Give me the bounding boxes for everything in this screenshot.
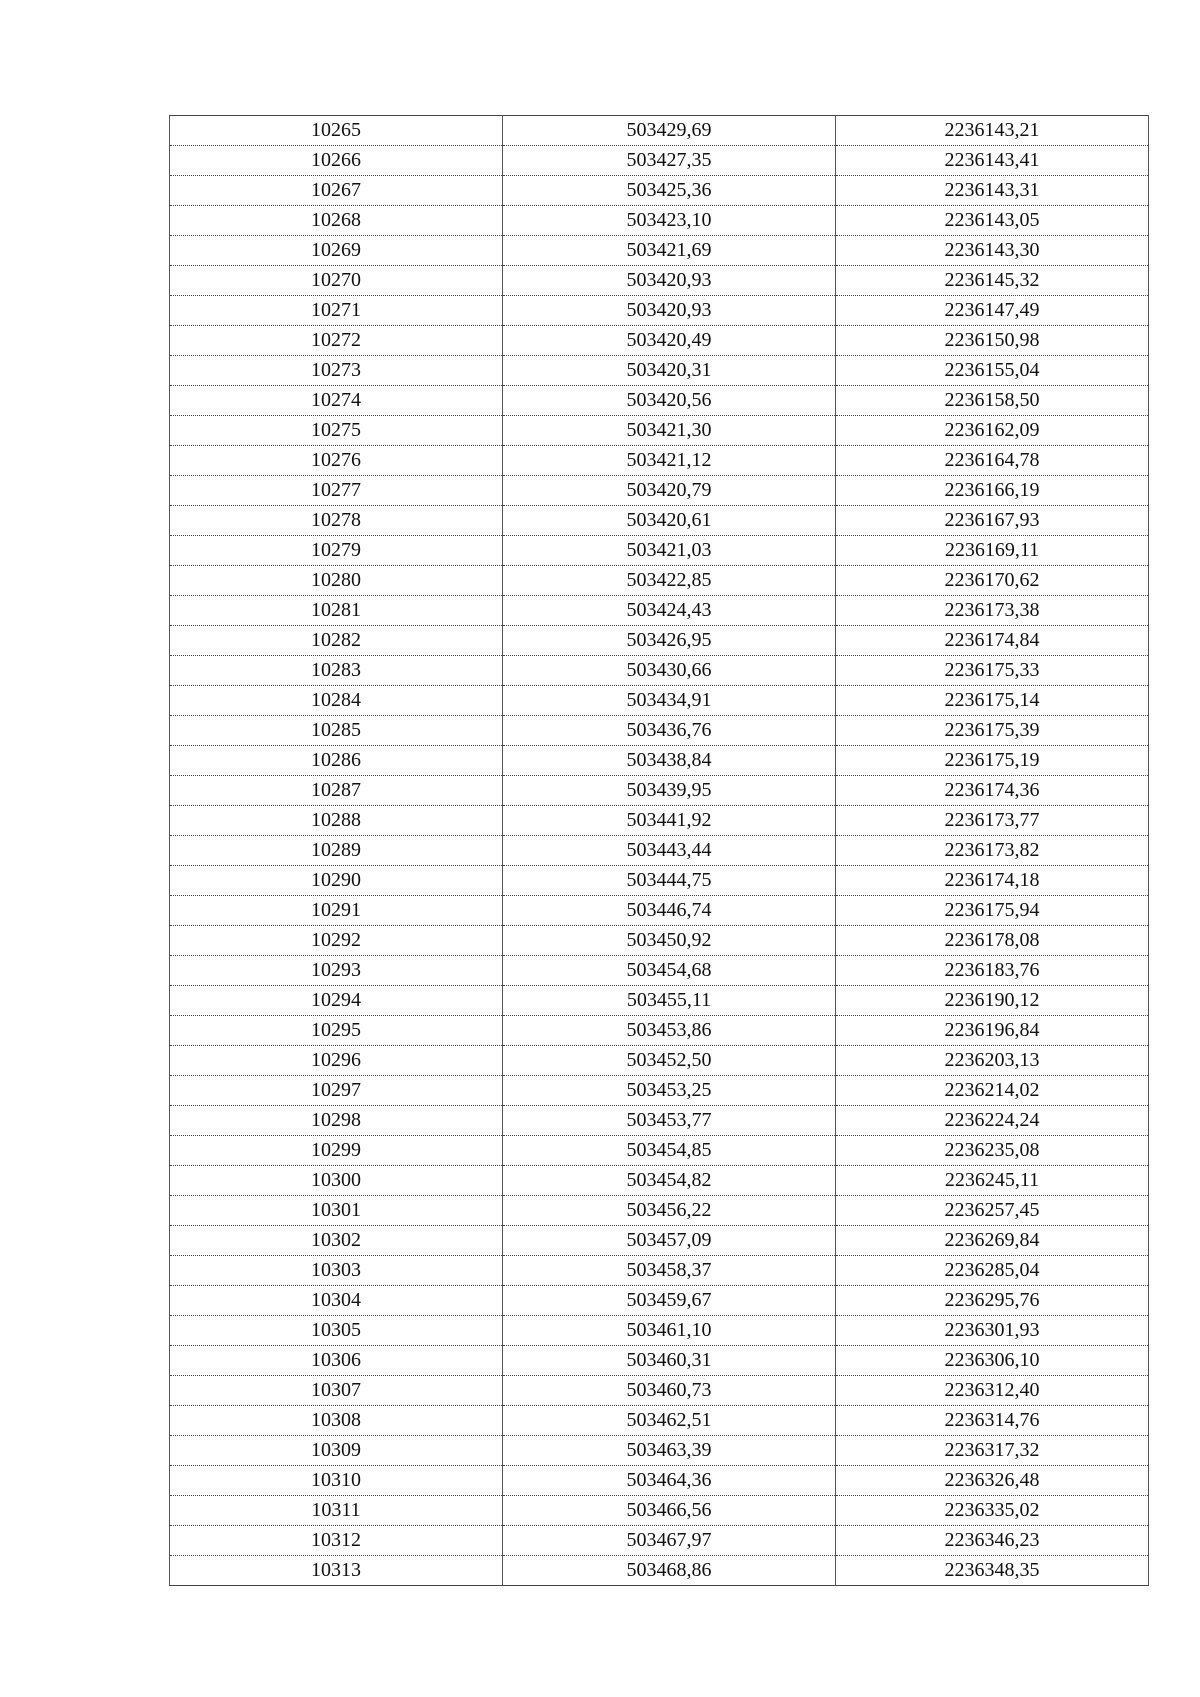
x-coordinate-cell: 503464,36: [503, 1466, 836, 1496]
x-coordinate-cell: 503438,84: [503, 746, 836, 776]
y-coordinate-cell: 2236162,09: [836, 416, 1149, 446]
point-number-cell: 10283: [170, 656, 503, 686]
y-coordinate-cell: 2236203,13: [836, 1046, 1149, 1076]
table-row: [170, 1496, 1149, 1526]
point-number-cell: 10310: [170, 1466, 503, 1496]
point-number-cell: 10271: [170, 296, 503, 326]
y-coordinate-cell: 2236175,39: [836, 716, 1149, 746]
x-coordinate-cell: 503456,22: [503, 1196, 836, 1226]
y-coordinate-cell: 2236178,08: [836, 926, 1149, 956]
table-row: [170, 386, 1149, 416]
y-coordinate-cell: 2236175,94: [836, 896, 1149, 926]
y-coordinate-cell: 2236166,19: [836, 476, 1149, 506]
point-number-cell: 10307: [170, 1376, 503, 1406]
x-coordinate-cell: 503462,51: [503, 1406, 836, 1436]
point-number-cell: 10296: [170, 1046, 503, 1076]
y-coordinate-cell: 2236190,12: [836, 986, 1149, 1016]
y-coordinate-cell: 2236175,14: [836, 686, 1149, 716]
y-coordinate-cell: 2236312,40: [836, 1376, 1149, 1406]
y-coordinate-cell: 2236155,04: [836, 356, 1149, 386]
table-row: [170, 116, 1149, 146]
point-number-cell: 10304: [170, 1286, 503, 1316]
table-row: [170, 326, 1149, 356]
y-coordinate-cell: 2236335,02: [836, 1496, 1149, 1526]
x-coordinate-cell: 503422,85: [503, 566, 836, 596]
point-number-cell: 10265: [170, 116, 503, 146]
point-number-cell: 10301: [170, 1196, 503, 1226]
table-row: [170, 686, 1149, 716]
table-row: [170, 536, 1149, 566]
table-row: [170, 596, 1149, 626]
y-coordinate-cell: 2236245,11: [836, 1166, 1149, 1196]
point-number-cell: 10306: [170, 1346, 503, 1376]
x-coordinate-cell: 503453,86: [503, 1016, 836, 1046]
x-coordinate-cell: 503421,69: [503, 236, 836, 266]
x-coordinate-cell: 503430,66: [503, 656, 836, 686]
y-coordinate-cell: 2236224,24: [836, 1106, 1149, 1136]
y-coordinate-cell: 2236158,50: [836, 386, 1149, 416]
table-row: [170, 986, 1149, 1016]
point-number-cell: 10295: [170, 1016, 503, 1046]
x-coordinate-cell: 503454,68: [503, 956, 836, 986]
point-number-cell: 10267: [170, 176, 503, 206]
y-coordinate-cell: 2236164,78: [836, 446, 1149, 476]
point-number-cell: 10285: [170, 716, 503, 746]
table-row: [170, 1466, 1149, 1496]
point-number-cell: 10313: [170, 1556, 503, 1586]
point-number-cell: 10268: [170, 206, 503, 236]
coordinates-table-body: [170, 116, 1149, 1586]
x-coordinate-cell: 503427,35: [503, 146, 836, 176]
x-coordinate-cell: 503425,36: [503, 176, 836, 206]
y-coordinate-cell: 2236346,23: [836, 1526, 1149, 1556]
point-number-cell: 10292: [170, 926, 503, 956]
point-number-cell: 10276: [170, 446, 503, 476]
table-row: [170, 1316, 1149, 1346]
table-row: [170, 806, 1149, 836]
x-coordinate-cell: 503443,44: [503, 836, 836, 866]
x-coordinate-cell: 503421,03: [503, 536, 836, 566]
point-number-cell: 10291: [170, 896, 503, 926]
point-number-cell: 10272: [170, 326, 503, 356]
table-row: [170, 926, 1149, 956]
point-number-cell: 10311: [170, 1496, 503, 1526]
x-coordinate-cell: 503453,77: [503, 1106, 836, 1136]
table-row: [170, 1436, 1149, 1466]
table-row: [170, 716, 1149, 746]
x-coordinate-cell: 503439,95: [503, 776, 836, 806]
table-row: [170, 416, 1149, 446]
x-coordinate-cell: 503420,56: [503, 386, 836, 416]
table-row: [170, 1046, 1149, 1076]
table-row: [170, 656, 1149, 686]
table-row: [170, 236, 1149, 266]
x-coordinate-cell: 503460,73: [503, 1376, 836, 1406]
x-coordinate-cell: 503452,50: [503, 1046, 836, 1076]
y-coordinate-cell: 2236257,45: [836, 1196, 1149, 1226]
x-coordinate-cell: 503453,25: [503, 1076, 836, 1106]
y-coordinate-cell: 2236269,84: [836, 1226, 1149, 1256]
table-row: [170, 296, 1149, 326]
table-row: [170, 206, 1149, 236]
y-coordinate-cell: 2236175,19: [836, 746, 1149, 776]
point-number-cell: 10287: [170, 776, 503, 806]
point-number-cell: 10302: [170, 1226, 503, 1256]
point-number-cell: 10288: [170, 806, 503, 836]
y-coordinate-cell: 2236143,05: [836, 206, 1149, 236]
point-number-cell: 10297: [170, 1076, 503, 1106]
table-row: [170, 896, 1149, 926]
point-number-cell: 10298: [170, 1106, 503, 1136]
table-row: [170, 1196, 1149, 1226]
x-coordinate-cell: 503463,39: [503, 1436, 836, 1466]
table-row: [170, 176, 1149, 206]
table-row: [170, 476, 1149, 506]
y-coordinate-cell: 2236326,48: [836, 1466, 1149, 1496]
table-row: [170, 1016, 1149, 1046]
point-number-cell: 10309: [170, 1436, 503, 1466]
x-coordinate-cell: 503420,93: [503, 296, 836, 326]
y-coordinate-cell: 2236317,32: [836, 1436, 1149, 1466]
y-coordinate-cell: 2236348,35: [836, 1556, 1149, 1586]
y-coordinate-cell: 2236285,04: [836, 1256, 1149, 1286]
point-number-cell: 10274: [170, 386, 503, 416]
x-coordinate-cell: 503424,43: [503, 596, 836, 626]
table-row: [170, 836, 1149, 866]
point-number-cell: 10269: [170, 236, 503, 266]
y-coordinate-cell: 2236314,76: [836, 1406, 1149, 1436]
y-coordinate-cell: 2236173,82: [836, 836, 1149, 866]
point-number-cell: 10281: [170, 596, 503, 626]
x-coordinate-cell: 503461,10: [503, 1316, 836, 1346]
coordinates-table: [169, 115, 1149, 1586]
x-coordinate-cell: 503421,12: [503, 446, 836, 476]
y-coordinate-cell: 2236170,62: [836, 566, 1149, 596]
x-coordinate-cell: 503455,11: [503, 986, 836, 1016]
x-coordinate-cell: 503434,91: [503, 686, 836, 716]
point-number-cell: 10282: [170, 626, 503, 656]
y-coordinate-cell: 2236150,98: [836, 326, 1149, 356]
x-coordinate-cell: 503467,97: [503, 1526, 836, 1556]
y-coordinate-cell: 2236169,11: [836, 536, 1149, 566]
x-coordinate-cell: 503458,37: [503, 1256, 836, 1286]
y-coordinate-cell: 2236147,49: [836, 296, 1149, 326]
table-row: [170, 566, 1149, 596]
y-coordinate-cell: 2236295,76: [836, 1286, 1149, 1316]
point-number-cell: 10286: [170, 746, 503, 776]
y-coordinate-cell: 2236196,84: [836, 1016, 1149, 1046]
y-coordinate-cell: 2236235,08: [836, 1136, 1149, 1166]
y-coordinate-cell: 2236306,10: [836, 1346, 1149, 1376]
x-coordinate-cell: 503454,85: [503, 1136, 836, 1166]
x-coordinate-cell: 503420,49: [503, 326, 836, 356]
x-coordinate-cell: 503426,95: [503, 626, 836, 656]
table-row: [170, 1406, 1149, 1436]
point-number-cell: 10305: [170, 1316, 503, 1346]
point-number-cell: 10312: [170, 1526, 503, 1556]
point-number-cell: 10284: [170, 686, 503, 716]
x-coordinate-cell: 503446,74: [503, 896, 836, 926]
table-row: [170, 356, 1149, 386]
table-row: [170, 266, 1149, 296]
x-coordinate-cell: 503459,67: [503, 1286, 836, 1316]
table-row: [170, 626, 1149, 656]
table-row: [170, 746, 1149, 776]
table-row: [170, 1076, 1149, 1106]
point-number-cell: 10275: [170, 416, 503, 446]
point-number-cell: 10278: [170, 506, 503, 536]
table-row: [170, 1556, 1149, 1586]
x-coordinate-cell: 503420,61: [503, 506, 836, 536]
table-row: [170, 506, 1149, 536]
x-coordinate-cell: 503441,92: [503, 806, 836, 836]
point-number-cell: 10290: [170, 866, 503, 896]
table-row: [170, 776, 1149, 806]
table-row: [170, 1526, 1149, 1556]
x-coordinate-cell: 503421,30: [503, 416, 836, 446]
x-coordinate-cell: 503457,09: [503, 1226, 836, 1256]
y-coordinate-cell: 2236174,36: [836, 776, 1149, 806]
point-number-cell: 10300: [170, 1166, 503, 1196]
table-row: [170, 1346, 1149, 1376]
point-number-cell: 10273: [170, 356, 503, 386]
y-coordinate-cell: 2236175,33: [836, 656, 1149, 686]
x-coordinate-cell: 503420,31: [503, 356, 836, 386]
point-number-cell: 10293: [170, 956, 503, 986]
y-coordinate-cell: 2236173,77: [836, 806, 1149, 836]
y-coordinate-cell: 2236143,41: [836, 146, 1149, 176]
y-coordinate-cell: 2236145,32: [836, 266, 1149, 296]
y-coordinate-cell: 2236301,93: [836, 1316, 1149, 1346]
point-number-cell: 10277: [170, 476, 503, 506]
table-row: [170, 1286, 1149, 1316]
x-coordinate-cell: 503466,56: [503, 1496, 836, 1526]
x-coordinate-cell: 503423,10: [503, 206, 836, 236]
y-coordinate-cell: 2236173,38: [836, 596, 1149, 626]
y-coordinate-cell: 2236143,30: [836, 236, 1149, 266]
table-row: [170, 146, 1149, 176]
point-number-cell: 10266: [170, 146, 503, 176]
y-coordinate-cell: 2236143,31: [836, 176, 1149, 206]
y-coordinate-cell: 2236143,21: [836, 116, 1149, 146]
x-coordinate-cell: 503460,31: [503, 1346, 836, 1376]
table-row: [170, 1256, 1149, 1286]
x-coordinate-cell: 503444,75: [503, 866, 836, 896]
point-number-cell: 10303: [170, 1256, 503, 1286]
table-row: [170, 1166, 1149, 1196]
table-row: [170, 866, 1149, 896]
y-coordinate-cell: 2236214,02: [836, 1076, 1149, 1106]
point-number-cell: 10308: [170, 1406, 503, 1436]
y-coordinate-cell: 2236183,76: [836, 956, 1149, 986]
table-row: [170, 956, 1149, 986]
point-number-cell: 10280: [170, 566, 503, 596]
x-coordinate-cell: 503450,92: [503, 926, 836, 956]
table-row: [170, 1226, 1149, 1256]
y-coordinate-cell: 2236174,84: [836, 626, 1149, 656]
point-number-cell: 10279: [170, 536, 503, 566]
x-coordinate-cell: 503420,79: [503, 476, 836, 506]
x-coordinate-cell: 503420,93: [503, 266, 836, 296]
x-coordinate-cell: 503468,86: [503, 1556, 836, 1586]
y-coordinate-cell: 2236174,18: [836, 866, 1149, 896]
table-row: [170, 1136, 1149, 1166]
point-number-cell: 10289: [170, 836, 503, 866]
x-coordinate-cell: 503436,76: [503, 716, 836, 746]
table-row: [170, 446, 1149, 476]
y-coordinate-cell: 2236167,93: [836, 506, 1149, 536]
point-number-cell: 10270: [170, 266, 503, 296]
x-coordinate-cell: 503454,82: [503, 1166, 836, 1196]
x-coordinate-cell: 503429,69: [503, 116, 836, 146]
point-number-cell: 10299: [170, 1136, 503, 1166]
table-row: [170, 1106, 1149, 1136]
point-number-cell: 10294: [170, 986, 503, 1016]
table-row: [170, 1376, 1149, 1406]
